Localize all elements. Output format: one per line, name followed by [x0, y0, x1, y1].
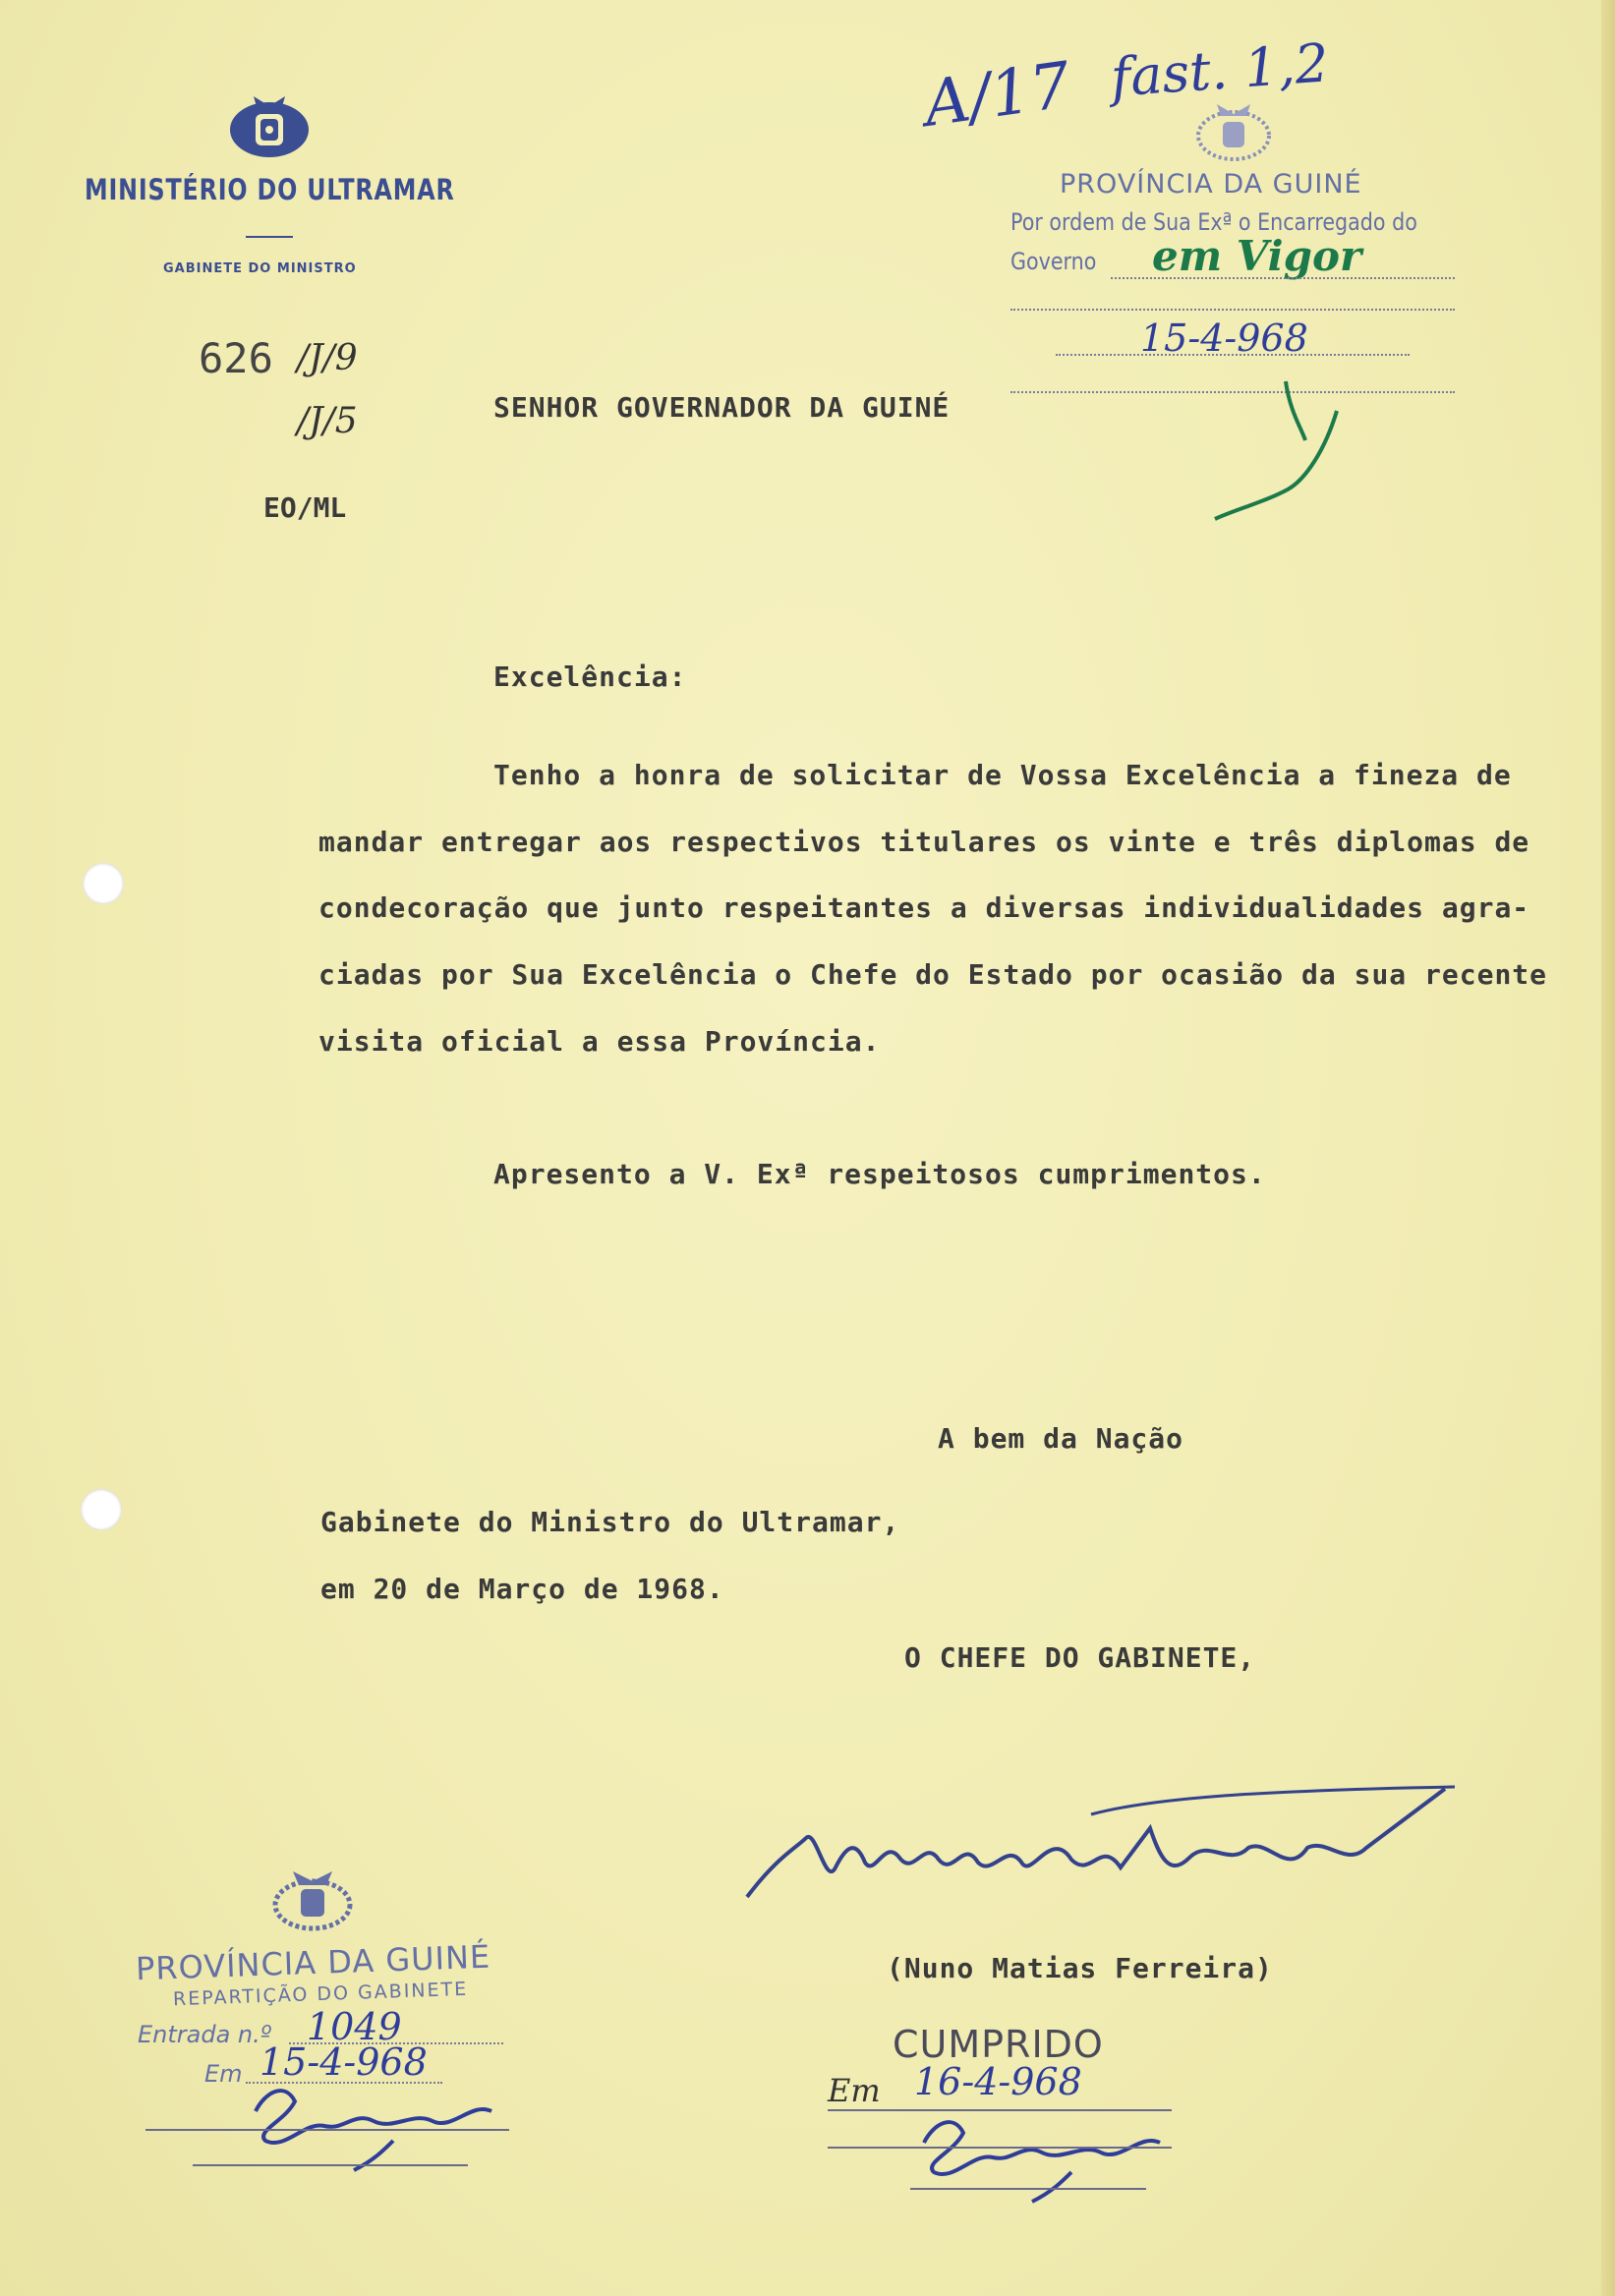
- date-line: em 20 de Março de 1968.: [320, 1573, 724, 1605]
- paragraph1-line4: ciadas por Sua Excelência o Chefe do Estado por ocasião da sua recente: [318, 958, 1548, 991]
- stamp-top-rule-1: [1111, 277, 1455, 279]
- stamp-top-date: 15-4-968: [1140, 316, 1308, 360]
- stamp-crest-icon: [1189, 96, 1278, 167]
- stamp-bottom-rule-3: [145, 2129, 509, 2131]
- stamp-top-handwritten: em Vigor: [1152, 232, 1362, 280]
- stamp-bottom-rule-4: [193, 2164, 468, 2166]
- signer-title: O CHEFE DO GABINETE,: [904, 1641, 1256, 1674]
- ministry-name: MINISTÉRIO DO ULTRAMAR: [85, 173, 455, 206]
- salutation: Excelência:: [493, 660, 687, 693]
- closing-phrase: A bem da Nação: [938, 1422, 1184, 1455]
- green-initial-mark: [1207, 372, 1355, 529]
- paragraph1-line5: visita oficial a essa Província.: [318, 1025, 881, 1058]
- stamp-top-rule-3: [1056, 354, 1410, 356]
- stamp-top-province: PROVÍNCIA DA GUINÉ: [1060, 169, 1362, 200]
- stamp-cumprido-initials-mark: [904, 2103, 1199, 2211]
- place-line: Gabinete do Ministro do Ultramar,: [320, 1506, 900, 1538]
- coat-of-arms-icon: [224, 90, 315, 165]
- reference-code-2: /J/5: [297, 401, 358, 441]
- stamp-cumprido-rule-3: [910, 2188, 1146, 2190]
- stamp-crest-bottom-icon: [267, 1866, 358, 1934]
- stamp-bottom-entry-label: Entrada n.º: [138, 2021, 272, 2048]
- paragraph1-line1: Tenho a honra de solicitar de Vossa Excelência a fineza de: [493, 759, 1512, 791]
- paragraph1-line3: condecoração que junto respeitantes a diversas individualidades agra-: [318, 891, 1530, 924]
- stamp-top-line1: Por ordem de Sua Exª o Encarregado do: [1010, 208, 1417, 236]
- addressee: SENHOR GOVERNADOR DA GUINÉ: [493, 391, 951, 424]
- cabinet-name: GABINETE DO MINISTRO: [163, 261, 357, 276]
- stamp-bottom-province: PROVÍNCIA DA GUINÉ: [135, 1937, 491, 1988]
- stamp-bottom-entry-number: 1049: [307, 2005, 402, 2048]
- stamp-top-rule-2: [1010, 309, 1455, 311]
- signer-name: (Nuno Matias Ferreira): [887, 1952, 1273, 1984]
- stamp-bottom-date: 15-4-968: [260, 2040, 428, 2084]
- handwritten-annotation-left: A/17: [919, 48, 1075, 143]
- reference-initials: EO/ML: [263, 491, 347, 524]
- paragraph1-line2: mandar entregar aos respectivos titulares os vinte e três diplomas de: [318, 826, 1530, 858]
- reference-code-1: /J/9: [297, 338, 358, 378]
- paper-edge: [1601, 0, 1615, 2296]
- punch-hole-bottom: [81, 1489, 122, 1530]
- letterhead-divider: [246, 236, 293, 238]
- stamp-cumprido-rule-2: [828, 2147, 1172, 2149]
- stamp-cumprido: CUMPRIDO: [893, 2023, 1104, 2066]
- punch-hole-top: [83, 863, 124, 904]
- stamp-cumprido-date-label: Em: [828, 2072, 881, 2109]
- paragraph2: Apresento a V. Exª respeitosos cumprimentos.: [493, 1158, 1266, 1190]
- stamp-bottom-department: REPARTIÇÃO DO GABINETE: [172, 1978, 469, 2011]
- stamp-top-line2-prefix: Governo: [1010, 248, 1097, 275]
- reference-number: 626: [199, 334, 273, 382]
- stamp-bottom-date-label: Em: [204, 2060, 243, 2088]
- handwritten-annotation-right: fast. 1,2: [1109, 31, 1331, 109]
- signature-mark: [737, 1769, 1455, 1917]
- stamp-cumprido-date: 16-4-968: [914, 2060, 1082, 2103]
